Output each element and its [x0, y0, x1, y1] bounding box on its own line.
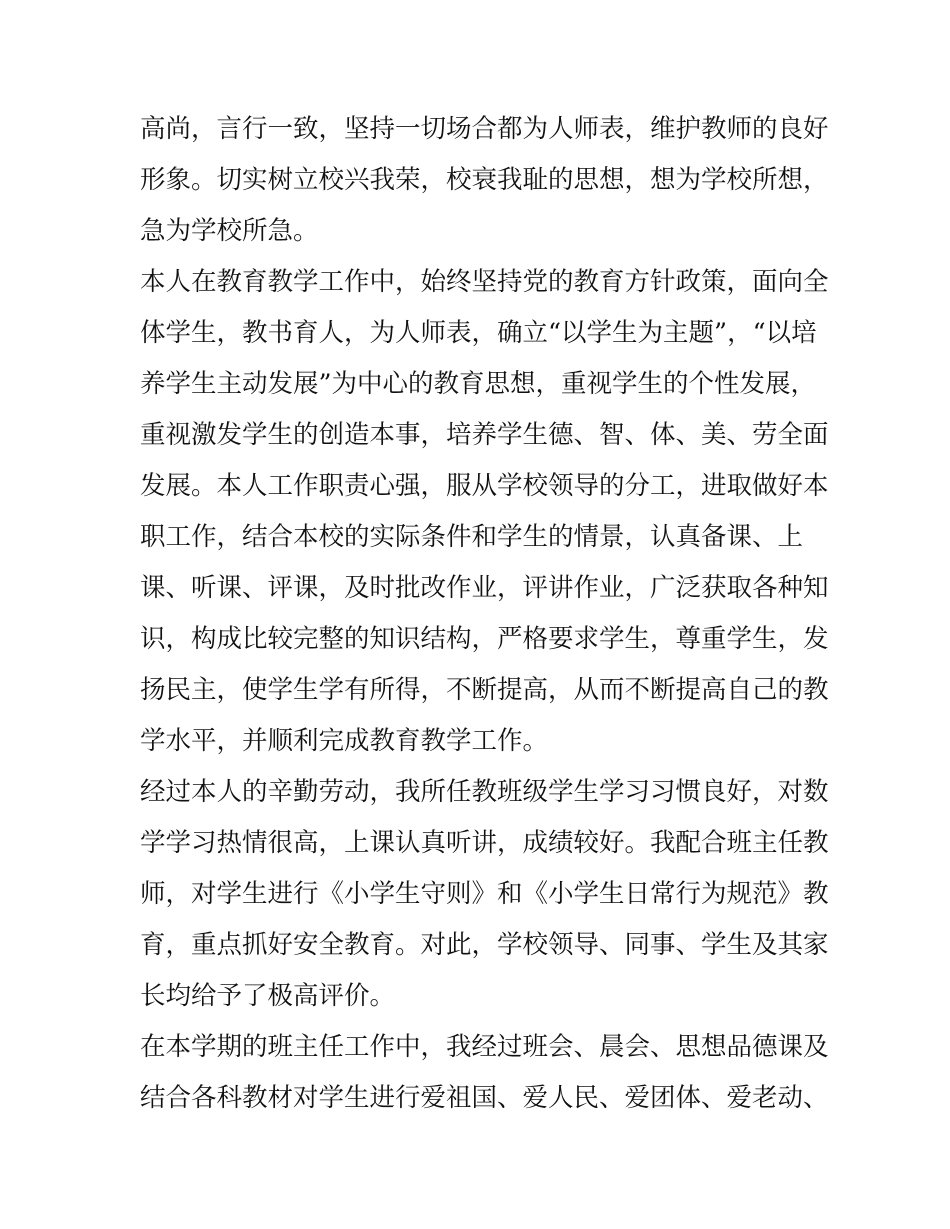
text-line: 结合各科教材对学生进行爱祖国、爱人民、爱团体、爱老动、	[140, 1083, 829, 1113]
text-line: 扬民主，使学生学有所得，不断提高，从而不断提高自己的教	[140, 675, 829, 705]
text-line: 形象。切实树立校兴我荣，校衰我耻的思想，想为学校所想，	[140, 165, 829, 195]
text-line: 发展。本人工作职责心强，服从学校领导的分工，进取做好本	[140, 471, 829, 501]
text-line: 体学生，教书育人，为人师表，确立“以学生为主题”，“以培	[140, 318, 817, 348]
text-line: 育，重点抓好安全教育。对此，学校领导、同事、学生及其家	[140, 930, 829, 960]
text-line: 职工作，结合本校的实际条件和学生的情景，认真备课、上	[140, 522, 804, 552]
text-line: 高尚，言行一致，坚持一切场合都为人师表，维护教师的良好	[140, 114, 829, 144]
text-line: 学学习热情很高，上课认真听讲，成绩较好。我配合班主任教	[140, 828, 829, 858]
text-line: 长均给予了极高评价。	[140, 981, 396, 1011]
text-line: 急为学校所急。	[140, 216, 319, 246]
text-line: 课、听课、评课，及时批改作业，评讲作业，广泛获取各种知	[140, 573, 829, 603]
text-line: 养学生主动发展”为中心的教育思想，重视学生的个性发展，	[140, 369, 817, 399]
text-line: 在本学期的班主任工作中，我经过班会、晨会、思想品德课及	[140, 1032, 829, 1062]
text-line: 识，构成比较完整的知识结构，严格要求学生，尊重学生，发	[140, 624, 829, 654]
text-line: 经过本人的辛勤劳动，我所任教班级学生学习习惯良好，对数	[140, 777, 829, 807]
text-line: 师，对学生进行《小学生守则》和《小学生日常行为规范》教	[140, 879, 829, 909]
text-line: 重视激发学生的创造本事，培养学生德、智、体、美、劳全面	[140, 420, 829, 450]
text-line: 学水平，并顺利完成教育教学工作。	[140, 726, 549, 756]
text-line: 本人在教育教学工作中，始终坚持党的教育方针政策，面向全	[140, 267, 829, 297]
document-body	[140, 104, 829, 1124]
